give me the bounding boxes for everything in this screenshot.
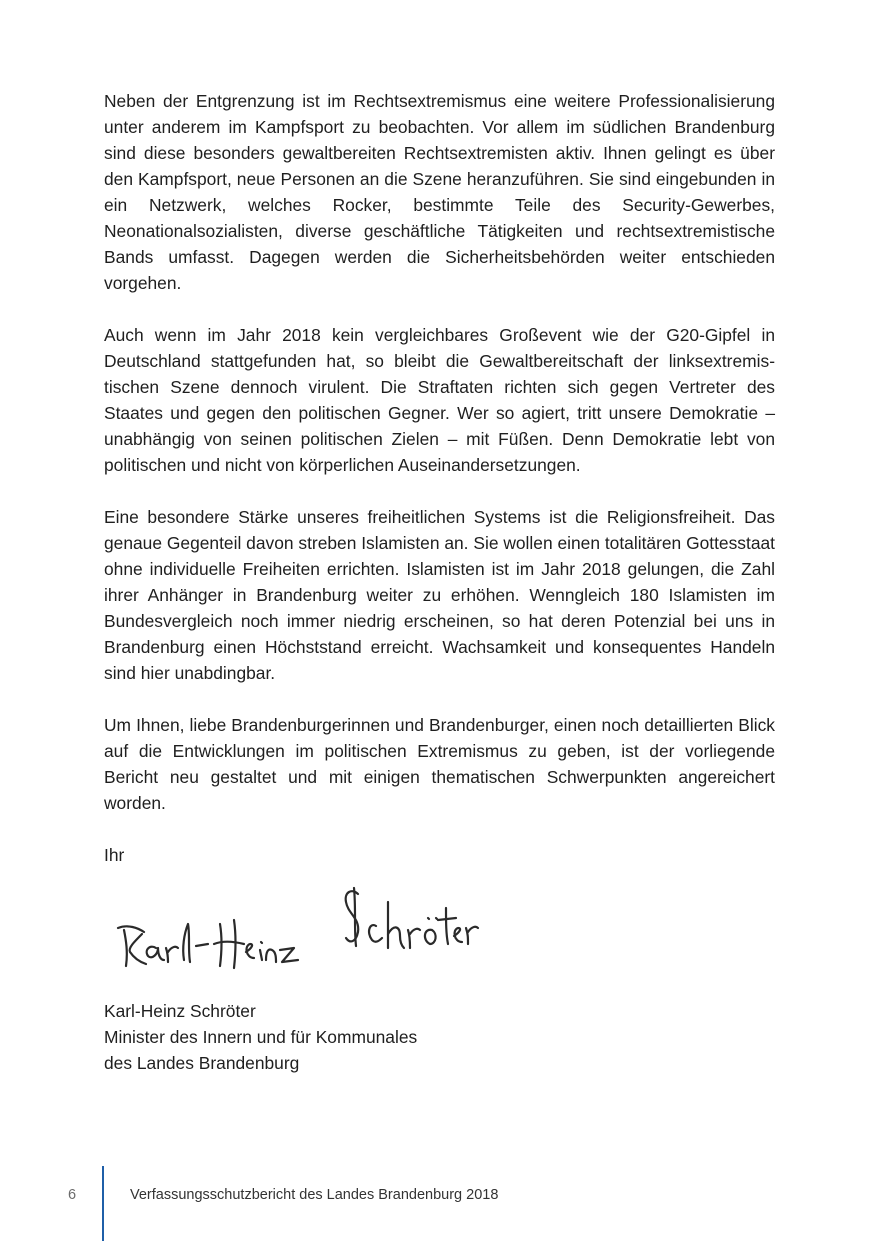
paragraph-2: Auch wenn im Jahr 2018 kein vergleichbares Großevent wie der G20-Gipfel in Deutschland stattgefunden hat, so bleibt die Gewaltbereitschaft der linksextremistischen Szene dennoch virulent. Die Straftaten richten sich gegen Vertreter des Staates und gegen den politischen Gegner. Wer so agiert, tritt unsere Demokratie – unabhängig von seinen politischen Zielen – mit Füßen. Denn Demokratie lebt von politischen und nicht von körperlichen Auseinandersetzungen.: [104, 325, 775, 475]
paragraph-3: Eine besondere Stärke unseres freiheitlichen Systems ist die Religionsfreiheit. Das genaue Gegenteil davon streben Islamisten an. Sie wollen einen totalitären Gottesstaat ohne individuelle Freiheiten errichten. Islamisten ist im Jahr 2018 gelungen, die Zahl ihrer Anhänger in Brandenburg weiter zu erhöhen. Wenngleich 180 Islamisten im Bundesvergleich noch immer niedrig erscheinen, so hat deren Potenzial bei uns in Brandenburg einen Höchststand erreicht. Wachsamkeit und konsequentes Handeln sind hier unabdingbar.: [104, 507, 775, 683]
signatory-block: [104, 998, 417, 1076]
page-number: 6: [68, 1187, 77, 1203]
footer-divider: [102, 1166, 104, 1241]
signatory-title-line-2: des Landes Brandenburg: [104, 1053, 300, 1073]
paragraph-1: Neben der Entgrenzung ist im Rechtsextremismus eine weitere Professionalisierung unter anderem im Kampfsport zu beobachten. Vor allem im südlichen Brandenburg sind diese besonders gewaltbereiten Rechtsextremisten aktiv. Ihnen gelingt es über den Kampfsport, neue Personen an die Szene heranzuführen. Sie sind eingebunden in ein Netzwerk, welches Rocker, bestimmte Teile des Security-Gewerbes, Neonationalsozialisten, diverse geschäftliche Tätigkeiten und rechtsextremistische Bands umfasst. Dagegen werden die Sicherheitsbehörden weiter entschieden vorgehen.: [104, 91, 775, 293]
handwritten-signature: [104, 878, 484, 978]
signatory-name: Karl-Heinz Schröter: [104, 1001, 256, 1021]
letter-body: [104, 88, 775, 868]
paragraph-4: Um Ihnen, liebe Brandenburgerinnen und Brandenburger, einen noch detaillierten Blick auf die Entwicklungen im politischen Extremismus zu geben, ist der vorliegende Bericht neu gestaltet und mit einigen thematischen Schwerpunkten angereichert worden.: [104, 715, 775, 813]
closing-salutation: Ihr: [104, 845, 125, 865]
signatory-title-line-1: Minister des Innern und für Kommunales: [104, 1027, 418, 1047]
footer-title: Verfassungsschutzbericht des Landes Brandenburg 2018: [130, 1187, 499, 1203]
